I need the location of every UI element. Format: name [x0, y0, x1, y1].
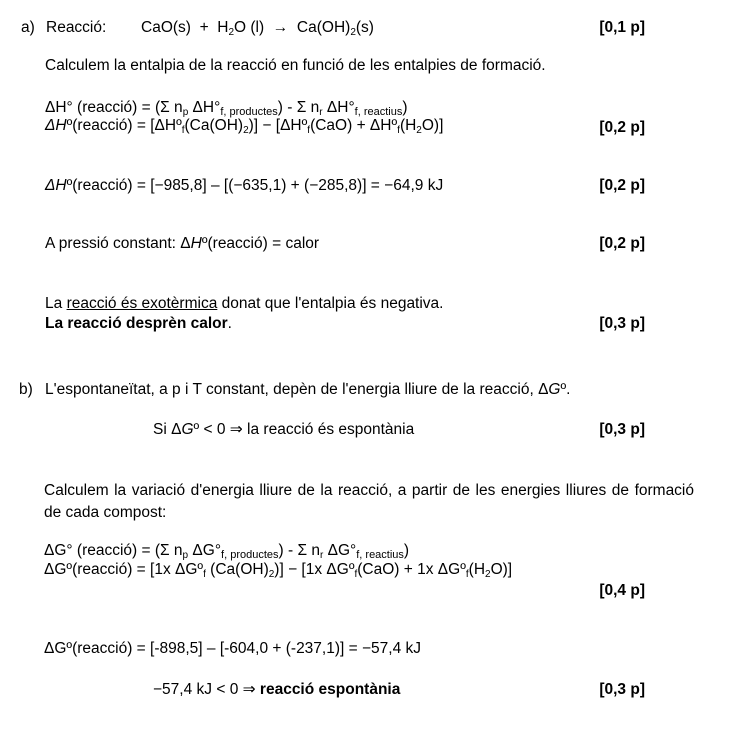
- enthalpy-specific-formula: ΔHº(reacció) = $[\Delta Hº_f(Ca(OH)_2)]$ − [ΔHº$_f$(CaO) + $\Delta Hº_f(H_2O)$]: [45, 117, 444, 136]
- free-energy-specific-formula: ΔGº(reacció) = [1x ΔGº$_f$ $(Ca(OH)_2)] - [1x$ ΔGº$_f$(CaO) + 1x $\Delta Gº_f(H_2O)$]: [44, 561, 513, 580]
- points-exothermic: [0,3 p]: [599, 315, 645, 332]
- points-reaction: [0,1 p]: [599, 19, 645, 36]
- part-a-label: a): [21, 19, 35, 36]
- free-energy-calculation: ΔGº(reacció) = [-898,5] – [-604,0 + (-237,1)] = −57,4 kJ: [44, 640, 422, 657]
- exothermic-line: La reacció és exotèrmica donat que l'entalpia és negativa.: [45, 295, 444, 312]
- points-formula-a: [0,2 p]: [599, 119, 645, 136]
- enthalpy-calculation: ΔHº(reacció) = [−985,8] – [(−635,1) + (−285,8)] = −64,9 kJ: [45, 177, 444, 194]
- points-pressure: [0,2 p]: [599, 235, 645, 252]
- free-energy-general-formula: ΔG° (reacció) = (Σ $n_p$ $\Delta G^\circ_{f, productes}$) - Σ $n_r$ $\Delta G^\circ_{f, reactius}$): [44, 542, 410, 561]
- spontaneity-intro: L'espontaneïtat, a p i T constant, depèn de l'energia lliure de la reacció, ΔGº.: [45, 381, 571, 398]
- points-calc-a: [0,2 p]: [599, 177, 645, 194]
- enthalpy-general-formula: ΔH° (reacció) = (Σ $n_p$ $\Delta H^\circ_{f, productes}$) - Σ $n_r$ $\Delta H^\circ_{f, reactius}$): [45, 99, 408, 118]
- points-condition: [0,3 p]: [599, 421, 645, 438]
- free-energy-paragraph: Calculem la variació d'energia lliure de la reacció, a partir de les energies lliures de formació de cada compost:: [44, 482, 694, 521]
- points-formula-b: [0,4 p]: [599, 582, 645, 599]
- enthalpy-intro: Calculem la entalpia de la reacció en funció de les entalpies de formació.: [45, 57, 546, 74]
- reaction-equation: $CaO(s) + H_2O$ $(l) \to Ca(OH)_2(s)$: [141, 19, 374, 38]
- points-conclusion: [0,3 p]: [599, 681, 645, 698]
- releases-heat-line: La reacció desprèn calor.: [45, 315, 232, 332]
- constant-pressure-line: A pressió constant: ΔHº(reacció) = calor: [45, 235, 320, 252]
- conclusion-line: −57,4 kJ < 0 ⇒ reacció espontània: [153, 681, 401, 698]
- part-b-label: b): [19, 381, 33, 398]
- spontaneity-condition: Si ΔGº < 0 ⇒ la reacció és espontània: [153, 421, 415, 438]
- reaction-title: Reacció:: [46, 19, 107, 36]
